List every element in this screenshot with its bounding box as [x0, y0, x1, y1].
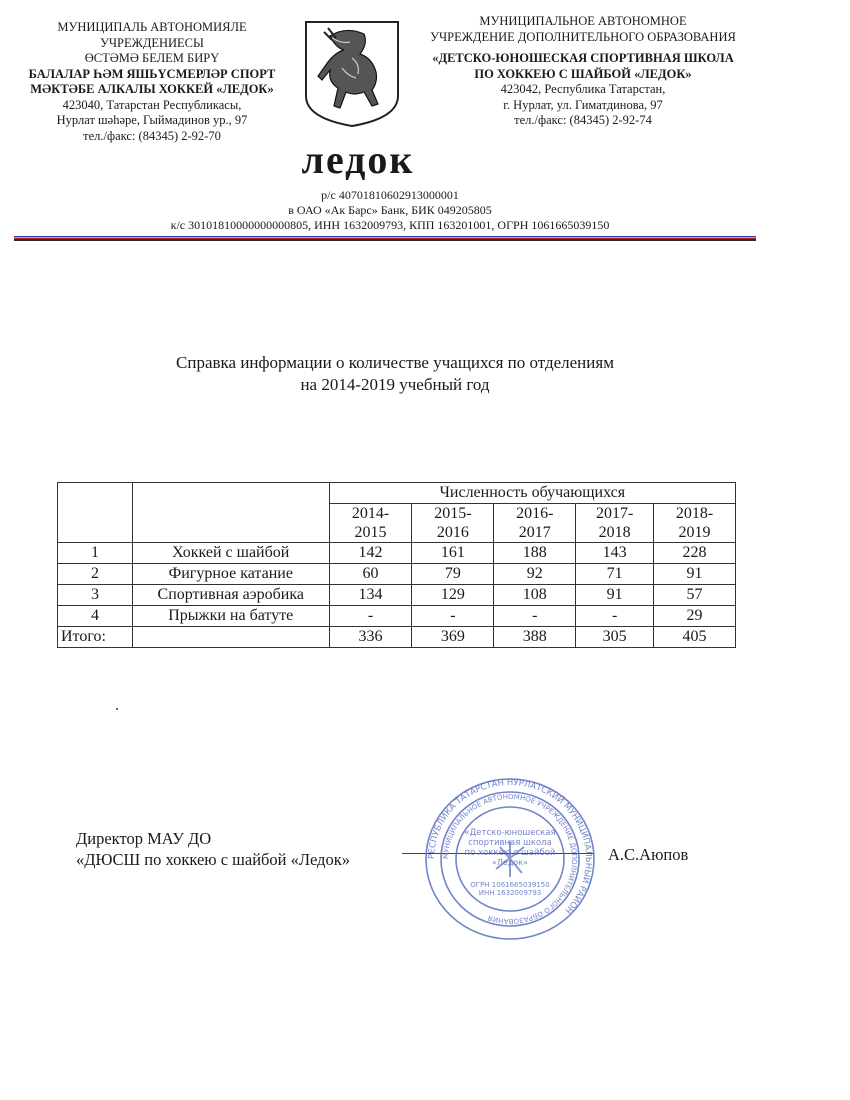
row-value: 161 — [412, 543, 494, 564]
header-right-block — [418, 14, 748, 129]
director-line: «ДЮСШ по хоккею с шайбой «Ледок» — [76, 850, 350, 869]
row-value: 108 — [494, 585, 576, 606]
row-number: 4 — [58, 606, 133, 627]
bank-line: к/с 30101810000000000805, ИНН 1632009793, КПП 163201001, ОГРН 1061665039150 — [170, 218, 610, 232]
row-value: 142 — [329, 543, 412, 564]
document-title — [100, 352, 690, 396]
signer-name: А.С.Аюпов — [608, 845, 689, 864]
header-right-line: УЧРЕЖДЕНИЕ ДОПОЛНИТЕЛЬНОГО ОБРАЗОВАНИЯ — [430, 29, 736, 44]
bank-line: р/с 40701810602913000001 — [321, 188, 459, 202]
horse-emblem-logo — [302, 18, 402, 128]
stamp-center-text: спортивная школа — [468, 838, 552, 848]
stamp-ogrn: ОГРН 1061665039150 — [470, 881, 550, 889]
header-right-line: г. Нурлат, ул. Гиматдинова, 97 — [503, 97, 663, 112]
row-value: - — [329, 606, 412, 627]
official-stamp — [424, 777, 596, 941]
row-value: - — [494, 606, 576, 627]
row-value: 91 — [654, 564, 736, 585]
title-line: Справка информации о количестве учащихся по отделениям — [176, 353, 614, 372]
group-header: Численность обучающихся — [329, 483, 735, 504]
bank-line: в ОАО «Ак Барс» Банк, БИК 049205805 — [288, 203, 492, 217]
header-left-line: тел./факс: (84345) 2-92-70 — [83, 128, 221, 143]
total-value: 405 — [654, 627, 736, 648]
header-divider — [14, 236, 756, 241]
row-value: 129 — [412, 585, 494, 606]
total-value: 369 — [412, 627, 494, 648]
row-value: 57 — [654, 585, 736, 606]
year-header: 2015- 2016 — [412, 504, 494, 543]
stamp-inn: ИНН 1632009793 — [478, 889, 542, 897]
table-total-row — [58, 627, 736, 648]
students-table — [57, 482, 736, 648]
header-right-line: «ДЕТСКО-ЮНОШЕСКАЯ СПОРТИВНАЯ ШКОЛА — [432, 51, 734, 65]
year-header: 2016- 2017 — [494, 504, 576, 543]
year-header: 2018- 2019 — [654, 504, 736, 543]
table-row — [58, 564, 736, 585]
speck — [116, 708, 118, 710]
header-left-line: 423040, Татарстан Республикасы, — [62, 97, 242, 112]
total-value: 336 — [329, 627, 412, 648]
director-title — [76, 828, 350, 870]
total-empty-cell — [132, 627, 329, 648]
header-left-line: БАЛАЛАР ҺӘМ ЯШЬҮСМЕРЛӘР СПОРТ — [28, 66, 276, 81]
header-right-line: тел./факс: (84345) 2-92-74 — [514, 113, 652, 127]
row-value: 29 — [654, 606, 736, 627]
row-name: Фигурное катание — [132, 564, 329, 585]
header-left-line: Нурлат шәһәре, Гыймадинов ур., 97 — [56, 113, 248, 127]
title-line: на 2014-2019 учебный год — [300, 375, 490, 394]
header-right-line: МУНИЦИПАЛЬНОЕ АВТОНОМНОЕ — [479, 14, 687, 28]
row-value: - — [412, 606, 494, 627]
row-value: 60 — [329, 564, 412, 585]
total-label: Итого: — [58, 627, 133, 648]
header-left-line: МӘКТӘБЕ АЛКАЛЫ ХОККЕЙ «ЛЕДОК» — [30, 82, 274, 96]
header-left-line: УЧРЕЖДЕНИЕСЫ — [100, 35, 204, 50]
row-value: 134 — [329, 585, 412, 606]
row-name: Спортивная аэробика — [132, 585, 329, 606]
table-row — [58, 543, 736, 564]
stamp-outer-text: РЕСПУБЛИКА ТАТАРСТАН НУРЛАТСКИЙ МУНИЦИПАЛЬНЫЙ РАЙОН — [426, 777, 594, 916]
row-name: Хоккей с шайбой — [132, 543, 329, 564]
table-header-row — [58, 483, 736, 504]
row-name: Прыжки на батуте — [132, 606, 329, 627]
row-value: 91 — [576, 585, 654, 606]
row-value: 71 — [576, 564, 654, 585]
header-left-line: МУНИЦИПАЛЬ АВТОНОМИЯЛЕ — [57, 20, 247, 34]
stamp-inner-text: МУНИЦИПАЛЬНОЕ АВТОНОМНОЕ УЧРЕЖДЕНИЕ ДОПОЛНИТЕЛЬНОГО ОБРАЗОВАНИЯ — [441, 792, 579, 926]
director-line: Директор МАУ ДО — [76, 829, 212, 848]
row-number: 2 — [58, 564, 133, 585]
stamp-center-text: «Детско-юношеская — [464, 828, 556, 838]
header-left-line: ӨСТӘМӘ БЕЛЕМ БИРҮ — [84, 51, 220, 65]
table-row — [58, 585, 736, 606]
year-header: 2014- 2015 — [329, 504, 412, 543]
row-value: 79 — [412, 564, 494, 585]
total-value: 305 — [576, 627, 654, 648]
row-value: 92 — [494, 564, 576, 585]
row-number: 1 — [58, 543, 133, 564]
header-empty-cell — [58, 483, 133, 543]
row-number: 3 — [58, 585, 133, 606]
header-right-line: ПО ХОККЕЮ С ШАЙБОЙ «ЛЕДОК» — [474, 66, 692, 81]
brand-wordmark: ледок — [301, 137, 415, 182]
stamp-center-text: «Ледок» — [492, 858, 528, 867]
header-right-line: 423042, Республика Татарстан, — [500, 82, 666, 96]
header-empty-cell — [132, 483, 329, 543]
row-value: - — [576, 606, 654, 627]
header-left-block — [8, 20, 296, 144]
total-value: 388 — [494, 627, 576, 648]
bank-details — [120, 188, 660, 233]
row-value: 143 — [576, 543, 654, 564]
row-value: 228 — [654, 543, 736, 564]
table-row — [58, 606, 736, 627]
row-value: 188 — [494, 543, 576, 564]
stamp-center-text: по хоккею с шайбой — [464, 848, 556, 858]
year-header: 2017- 2018 — [576, 504, 654, 543]
